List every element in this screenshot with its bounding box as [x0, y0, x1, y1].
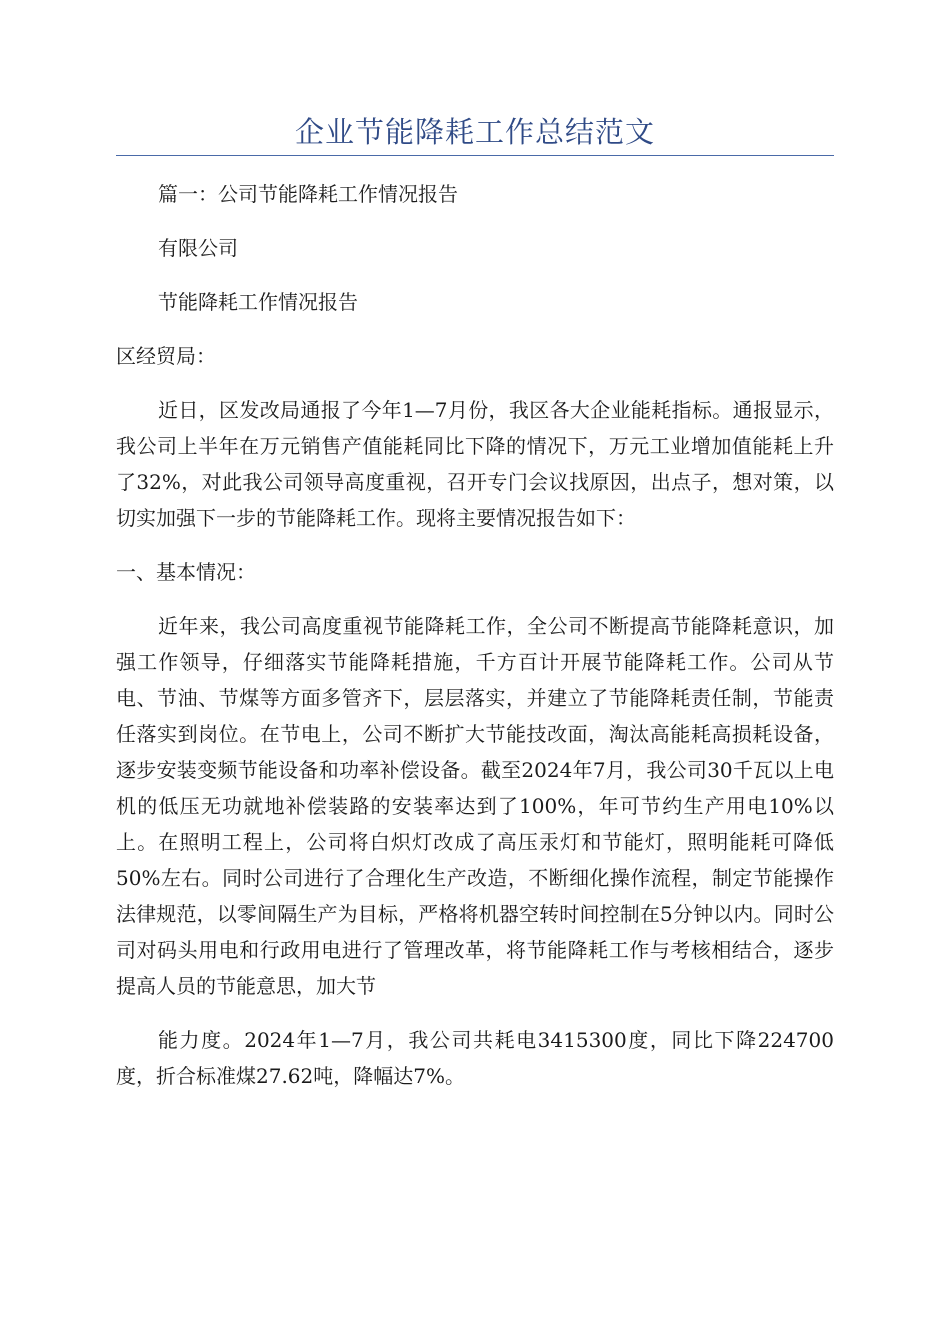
paragraph-intro: 近日，区发改局通报了今年1—7月份，我区各大企业能耗指标。通报显示，我公司上半年在万元销售产值能耗同比下降的情况下，万元工业增加值能耗上升了32%，对此我公司领导高度重视，召开专门会议找原因，出点子，想对策，以切实加强下一步的节能降耗工作。现将主要情况报告如下： [116, 398, 834, 530]
paragraph-section-heading: 篇一：公司节能降耗工作情况报告 [158, 182, 458, 206]
paragraph-energy-figures: 能力度。2024年1—7月，我公司共耗电3415300度，同比下降224700度，折合标准煤27.62吨，降幅达7%。 [116, 1028, 834, 1088]
paragraph-addressee: 区经贸局： [116, 344, 216, 368]
paragraph-subheading-basic: 一、基本情况： [116, 560, 256, 584]
paragraph-report-title: 节能降耗工作情况报告 [158, 290, 358, 314]
paragraph-company: 有限公司 [158, 236, 238, 260]
document-title: 企业节能降耗工作总结范文 [294, 115, 655, 149]
title-underline [116, 155, 834, 156]
paragraph-basic-situation: 近年来，我公司高度重视节能降耗工作，全公司不断提高节能降耗意识，加强工作领导，仔细落实节能降耗措施，千方百计开展节能降耗工作。公司从节电、节油、节煤等方面多管齐下，层层落实，并建立了节能降耗责任制，节能责任落实到岗位。在节电上，公司不断扩大节能技改面，淘汰高能耗高损耗设备，逐步安装变频节能设备和功率补偿设备。截至2024年7月，我公司30千瓦以上电机的低压无功就地补偿装路的安装率达到了100%，年可节约生产用电10%以上。在照明工程上，公司将白炽灯改成了高压汞灯和节能灯，照明能耗可降低50%左右。同时公司进行了合理化生产改造，不断细化操作流程，制定节能操作法律规范，以零间隔生产为目标，严格将机器空转时间控制在5分钟以内。同时公司对码头用电和行政用电进行了管理改革，将节能降耗工作与考核相结合，逐步提高人员的节能意思，加大节 [116, 614, 834, 998]
document-body [116, 176, 834, 1112]
